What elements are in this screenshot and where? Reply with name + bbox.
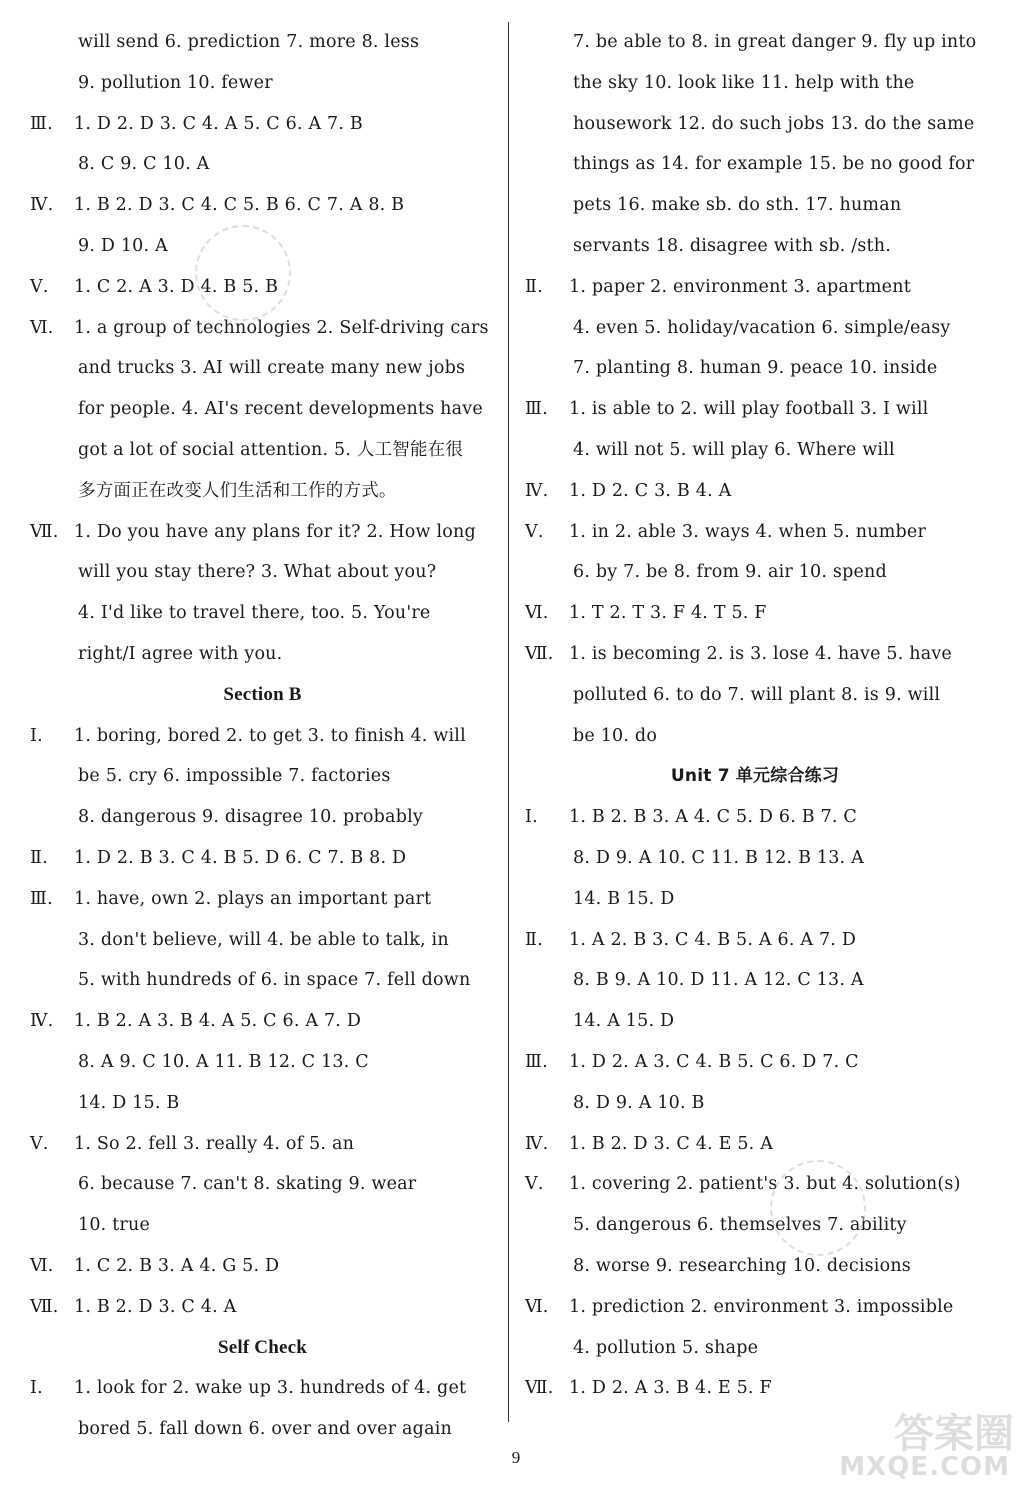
- answer-text: 1. a group of technologies 2. Self-driving cars: [74, 317, 489, 338]
- answer-line: [30, 430, 495, 471]
- column-divider: [508, 22, 509, 1422]
- answer-text: be 5. cry 6. impossible 7. factories: [78, 766, 391, 787]
- answer-text: pets 16. make sb. do sth. 17. human: [573, 195, 902, 216]
- answer-line: [525, 267, 985, 308]
- answer-line: [525, 389, 985, 430]
- watermark-logo: 答案圈 MXQE.COM: [839, 1411, 1014, 1482]
- answer-line: [30, 1001, 495, 1042]
- answer-text: 1. D 2. A 3. B 4. E 5. F: [569, 1378, 772, 1399]
- question-group-label: Ⅳ.: [525, 1133, 549, 1154]
- answer-text: 1. D 2. A 3. C 4. B 5. C 6. D 7. C: [569, 1051, 859, 1072]
- faint-stamp-left: [195, 225, 291, 321]
- answer-line: [30, 1042, 495, 1083]
- answer-line: [30, 960, 495, 1001]
- question-group-label: Ⅵ.: [30, 1255, 54, 1276]
- answer-line: [30, 1124, 495, 1165]
- answer-text: 1. is able to 2. will play football 3. I will: [569, 399, 929, 420]
- answer-line: [30, 920, 495, 961]
- answer-line: [525, 1328, 985, 1369]
- question-group-label: Ⅶ.: [525, 1378, 554, 1399]
- answer-text: 8. worse 9. researching 10. decisions: [573, 1255, 911, 1276]
- answer-line: [30, 1083, 495, 1124]
- right-column: [525, 22, 985, 1409]
- answer-line: [30, 185, 495, 226]
- answer-text: housework 12. do such jobs 13. do the same: [573, 113, 975, 134]
- answer-line: [525, 226, 985, 267]
- answer-text: got a lot of social attention. 5. 人工智能在很: [78, 439, 464, 460]
- answer-line: [525, 1083, 985, 1124]
- answer-text: 5. dangerous 6. themselves 7. ability: [573, 1215, 907, 1236]
- section-heading: Unit 7 单元综合练习: [670, 766, 840, 787]
- answer-line: [525, 1205, 985, 1246]
- answer-text: 1. in 2. able 3. ways 4. when 5. number: [569, 521, 927, 542]
- answer-line: [30, 22, 495, 63]
- answer-text: 1. B 2. D 3. C 4. E 5. A: [569, 1133, 774, 1154]
- answer-line: [525, 22, 985, 63]
- answer-text: servants 18. disagree with sb. /sth.: [573, 235, 892, 256]
- answer-text: 1. D 2. C 3. B 4. A: [569, 480, 732, 501]
- question-group-label: Ⅲ.: [30, 113, 53, 134]
- question-group-label: Ⅱ.: [525, 276, 543, 297]
- answer-line: [525, 879, 985, 920]
- answer-line: [525, 1042, 985, 1083]
- answer-text: for people. 4. AI's recent developments have: [78, 399, 483, 420]
- answer-text: 8. A 9. C 10. A 11. B 12. C 13. C: [78, 1051, 369, 1072]
- answer-line: [30, 348, 495, 389]
- answer-text: 10. true: [78, 1215, 151, 1236]
- answer-text: 1. have, own 2. plays an important part: [74, 888, 432, 909]
- answer-text: 1. D 2. B 3. C 4. B 5. D 6. C 7. B 8. D: [74, 847, 407, 868]
- question-group-label: Ⅰ.: [525, 807, 538, 828]
- question-group-label: Ⅵ.: [525, 1296, 549, 1317]
- question-group-label: Ⅶ.: [525, 643, 554, 664]
- answer-line: [30, 1164, 495, 1205]
- answer-text: 1. B 2. D 3. C 4. C 5. B 6. C 7. A 8. B: [74, 195, 405, 216]
- answer-text: 8. C 9. C 10. A: [78, 154, 210, 175]
- answer-text: will send 6. prediction 7. more 8. less: [78, 32, 420, 52]
- question-group-label: Ⅵ.: [30, 317, 54, 338]
- answer-text: 5. with hundreds of 6. in space 7. fell down: [78, 970, 471, 991]
- answer-line: [525, 308, 985, 349]
- answer-text: 8. D 9. A 10. C 11. B 12. B 13. A: [573, 847, 864, 868]
- answer-line: [525, 675, 985, 716]
- answer-text: 4. pollution 5. shape: [573, 1337, 759, 1358]
- answer-text: 7. be able to 8. in great danger 9. fly up into: [573, 32, 977, 52]
- answer-line: [30, 471, 495, 512]
- answer-text: 1. Do you have any plans for it? 2. How long: [74, 521, 476, 542]
- question-group-label: Ⅴ.: [525, 1174, 544, 1195]
- answer-text: 1. B 2. B 3. A 4. C 5. D 6. B 7. C: [569, 807, 858, 828]
- answer-text: 1. C 2. B 3. A 4. G 5. D: [74, 1255, 280, 1276]
- answer-text: bored 5. fall down 6. over and over again: [78, 1419, 452, 1440]
- answer-line: [525, 144, 985, 185]
- answer-line: [30, 552, 495, 593]
- question-group-label: Ⅱ.: [525, 929, 543, 950]
- answer-text: 8. B 9. A 10. D 11. A 12. C 13. A: [573, 970, 864, 991]
- answer-line: [30, 144, 495, 185]
- answer-line: [525, 1124, 985, 1165]
- question-group-label: Ⅵ.: [525, 603, 549, 624]
- answer-line: [30, 1205, 495, 1246]
- answer-text: 1. D 2. D 3. C 4. A 5. C 6. A 7. B: [74, 113, 363, 134]
- answer-text: 1. T 2. T 3. F 4. T 5. F: [569, 603, 767, 624]
- answer-text: 9. D 10. A: [78, 235, 168, 256]
- answer-line: [525, 430, 985, 471]
- answer-line: [30, 593, 495, 634]
- answer-text: 14. B 15. D: [573, 888, 675, 909]
- answer-line: [30, 389, 495, 430]
- answer-text: 4. even 5. holiday/vacation 6. simple/easy: [573, 317, 951, 338]
- answer-line: [30, 1368, 495, 1409]
- answer-line: [525, 797, 985, 838]
- question-group-label: Ⅲ.: [525, 399, 548, 420]
- answer-text: 1. So 2. fell 3. really 4. of 5. an: [74, 1133, 355, 1154]
- question-group-label: Ⅶ.: [30, 521, 59, 542]
- answer-text: 8. dangerous 9. disagree 10. probably: [78, 807, 423, 828]
- answer-text: 1. B 2. A 3. B 4. A 5. C 6. A 7. D: [74, 1011, 362, 1032]
- answer-line: [30, 756, 495, 797]
- answer-line: [525, 1164, 985, 1205]
- answer-line: [525, 716, 985, 757]
- page-number: 9: [511, 1448, 521, 1467]
- answer-line: [30, 879, 495, 920]
- answer-line: [30, 797, 495, 838]
- question-group-label: Ⅳ.: [30, 1011, 54, 1032]
- answer-line: [525, 1001, 985, 1042]
- answer-line: [525, 104, 985, 145]
- answer-line: [30, 1409, 495, 1450]
- answer-text: things as 14. for example 15. be no good for: [573, 154, 975, 175]
- answer-text: 6. by 7. be 8. from 9. air 10. spend: [573, 562, 887, 583]
- answer-text: 1. C 2. A 3. D 4. B 5. B: [74, 276, 279, 297]
- question-group-label: Ⅲ.: [525, 1051, 548, 1072]
- answer-text: the sky 10. look like 11. help with the: [573, 72, 915, 93]
- answer-text: 1. prediction 2. environment 3. impossible: [569, 1296, 954, 1317]
- question-group-label: Ⅲ.: [30, 888, 53, 909]
- answer-text: 1. B 2. D 3. C 4. A: [74, 1296, 237, 1317]
- question-group-label: Ⅶ.: [30, 1296, 59, 1317]
- question-group-label: Ⅰ.: [30, 1378, 43, 1399]
- answer-line: [525, 552, 985, 593]
- question-group-label: Ⅰ.: [30, 725, 43, 746]
- answer-line: [30, 63, 495, 104]
- answer-text: 1. A 2. B 3. C 4. B 5. A 6. A 7. D: [569, 929, 857, 950]
- answer-line: [525, 348, 985, 389]
- answer-line: [525, 838, 985, 879]
- faint-stamp-right: [770, 1160, 866, 1256]
- answer-text: 4. will not 5. will play 6. Where will: [573, 439, 895, 460]
- answer-text: 7. planting 8. human 9. peace 10. inside: [573, 358, 938, 379]
- answer-text: will you stay there? 3. What about you?: [78, 562, 437, 583]
- answer-line: [525, 471, 985, 512]
- answer-text: 8. D 9. A 10. B: [573, 1092, 705, 1113]
- question-group-label: Ⅴ.: [30, 1133, 49, 1154]
- answer-text: be 10. do: [573, 725, 658, 746]
- answer-text: 1. covering 2. patient's 3. but 4. solution(s): [569, 1174, 961, 1195]
- answer-text: 3. don't believe, will 4. be able to talk, in: [78, 929, 449, 950]
- answer-text: polluted 6. to do 7. will plant 8. is 9. will: [573, 684, 941, 705]
- question-group-label: Ⅴ.: [30, 276, 49, 297]
- answer-text: 14. A 15. D: [573, 1011, 675, 1032]
- answer-line: [525, 185, 985, 226]
- answer-text: 1. paper 2. environment 3. apartment: [569, 276, 911, 297]
- answer-text: 1. boring, bored 2. to get 3. to finish 4. will: [74, 725, 466, 746]
- answer-line: [525, 634, 985, 675]
- answer-line: [30, 1287, 495, 1328]
- question-group-label: Ⅳ.: [525, 480, 549, 501]
- answer-text: and trucks 3. AI will create many new jobs: [78, 358, 466, 379]
- answer-line: [525, 1246, 985, 1287]
- answer-line: [30, 716, 495, 757]
- answer-line: [525, 512, 985, 553]
- question-group-label: Ⅱ.: [30, 847, 48, 868]
- section-heading: Section B: [223, 683, 302, 705]
- answer-text: 1. is becoming 2. is 3. lose 4. have 5. have: [569, 643, 952, 664]
- answer-line: [525, 63, 985, 104]
- answer-text: 14. D 15. B: [78, 1092, 180, 1113]
- question-group-label: Ⅳ.: [30, 195, 54, 216]
- answer-text: 4. I'd like to travel there, too. 5. You're: [78, 603, 431, 624]
- answer-text: 9. pollution 10. fewer: [78, 72, 273, 93]
- section-heading: Self Check: [217, 1336, 308, 1358]
- question-group-label: Ⅴ.: [525, 521, 544, 542]
- answer-text: 1. look for 2. wake up 3. hundreds of 4. get: [74, 1378, 467, 1399]
- answer-line: [30, 1246, 495, 1287]
- answer-line: [525, 920, 985, 961]
- answer-text: right/I agree with you.: [78, 643, 283, 664]
- answer-line: [525, 593, 985, 634]
- answer-text: 6. because 7. can't 8. skating 9. wear: [78, 1174, 417, 1195]
- answer-line: [30, 512, 495, 553]
- answer-text: 多方面正在改变人们生活和工作的方式。: [78, 480, 397, 501]
- answer-line: [525, 1287, 985, 1328]
- answer-line: [30, 104, 495, 145]
- answer-line: [525, 960, 985, 1001]
- answer-line: [30, 838, 495, 879]
- answer-line: [30, 634, 495, 675]
